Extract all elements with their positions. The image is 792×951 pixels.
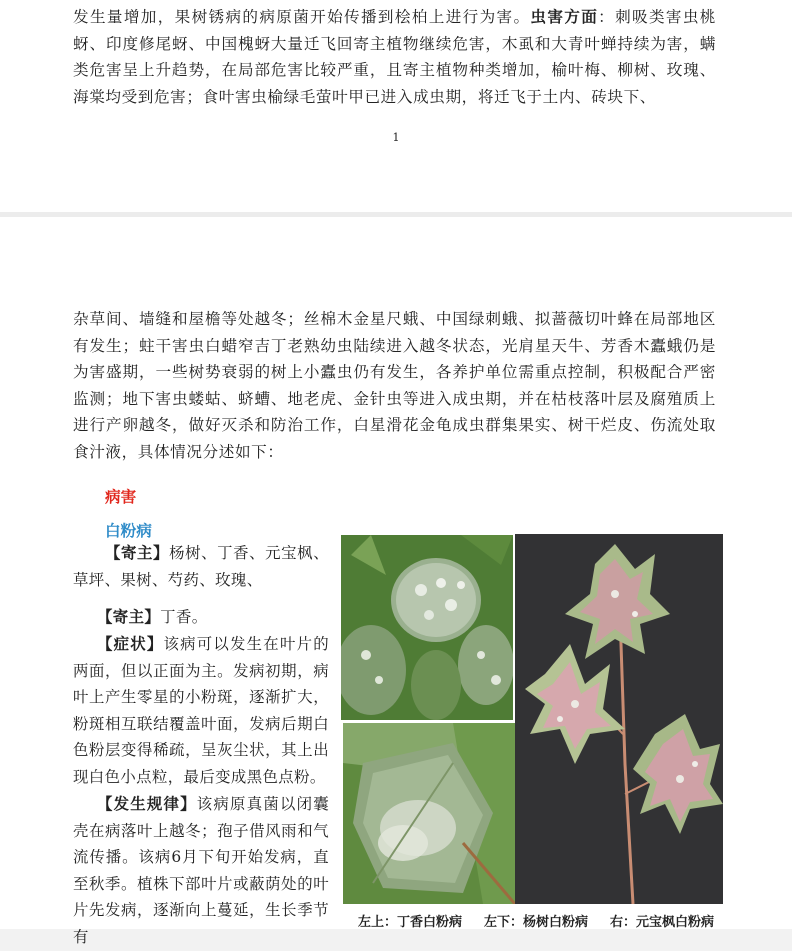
heading-disease: 病害 (105, 488, 137, 506)
symptom-label: 【症状】 (97, 635, 164, 653)
caption-right: 右：元宝枫白粉病 (610, 915, 715, 930)
occurrence-paragraph (73, 791, 329, 951)
symptom-text: 该病可以发生在叶片的两面，但以正面为主。发病初期，病叶上产生零星的小粉斑，逐渐扩大，粉斑相互联结覆盖叶面，发病后期白色粉层变得稀疏，呈灰尘状，其上出现白色小点粒，最后变成黑色点粉。 (73, 635, 329, 786)
caption-top-left: 左上：丁香白粉病 (358, 915, 463, 930)
poplar-mildew-photo (343, 723, 515, 904)
maple-mildew-photo (515, 534, 723, 904)
caption-bottom-left: 左下：杨树白粉病 (484, 915, 589, 930)
text-segment: ：刺吸类害虫桃蚜、印度修尾蚜、中国槐蚜大量迁飞回寄主植物继续危害，木虱和大青叶蝉持续为害，螨类危害呈上升趋势，在局部危害比较严重，且寄主植物种类增加，榆叶梅、柳树、玫瑰、海棠均受到危害；食叶害虫榆绿毛萤叶甲已进入成虫期，将迁飞于土内、砖块下、 (73, 8, 716, 106)
host-paragraph-1 (73, 540, 329, 593)
photo-caption (358, 911, 758, 930)
text-segment: 发生量增加，果树锈病的病原菌开始传播到桧柏上进行为害。 (73, 8, 531, 26)
occurrence-label: 【发生规律】 (97, 795, 197, 813)
symptom-paragraph (73, 631, 329, 791)
occurrence-text: 该病原真菌以闭囊壳在病落叶上越冬；孢子借风雨和气流传播。该病6月下旬开始发病，直至秋季。植株下部叶片或蔽荫处的叶片先发病，逐渐向上蔓延，生长季节有 (73, 795, 330, 946)
page-1 (0, 0, 792, 212)
host-paragraph-2 (73, 604, 329, 631)
host-label: 【寄主】 (105, 544, 170, 562)
lilac-mildew-photo (341, 535, 513, 720)
page-2 (0, 217, 792, 946)
intro-paragraph: 杂草间、墙缝和屋檐等处越冬；丝棉木金星尺蛾、中国绿刺蛾、拟蔷薇切叶蜂在局部地区有发生；蛀干害虫白蜡窄吉丁老熟幼虫陆续进入越冬状态，光肩星天牛、芳香木蠹蛾仍是为害盛期，一些树势衰弱的树上小蠹虫仍有发生，各养护单位需重点控制，积极配合严密监测；地下害虫蝼蛄、蛴螬、地老虎、金针虫等进入成虫期，并在枯枝落叶层及腐殖质上进行产卵越冬，做好灭杀和防治工作，白星滑花金龟成虫群集果实、树干烂皮、伤流处取食汁液，具体情况分述如下： (73, 310, 716, 461)
heading-powdery-mildew: 白粉病 (105, 522, 152, 540)
page-number: 1 (392, 131, 400, 144)
host-text: 杨树、丁香、元宝枫、草坪、果树、芍药、玫瑰、 (73, 544, 329, 589)
paragraph-continued (73, 4, 716, 110)
host-text: 丁香。 (160, 608, 208, 626)
host-label: 【寄主】 (97, 608, 161, 626)
bold-label-pests: 虫害方面 (530, 7, 599, 26)
